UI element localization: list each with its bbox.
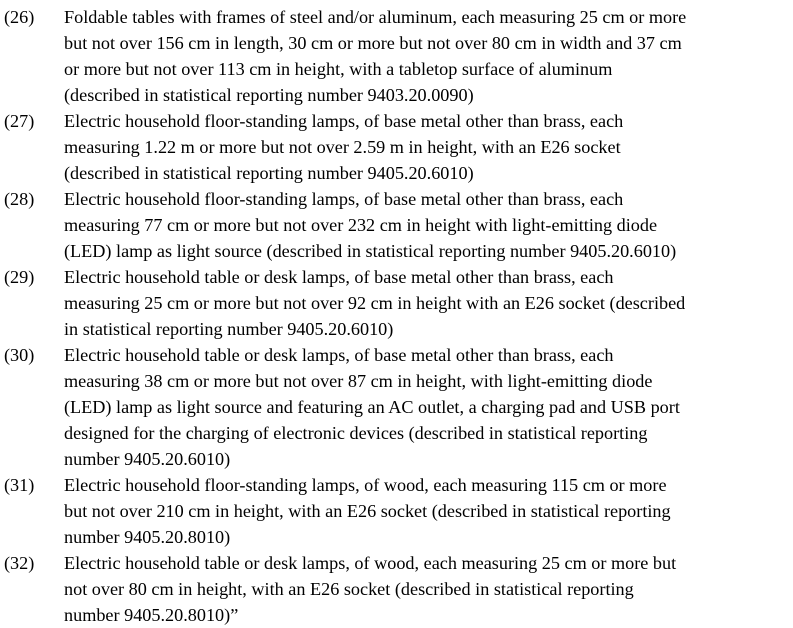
text-line: Electric household floor-standing lamps, of base metal other than brass, each (64, 189, 624, 209)
text-line: (described in statistical reporting number 9403.20.0090) (64, 85, 474, 105)
item-number: (28) (4, 189, 35, 209)
list-item-31 (4, 472, 785, 550)
text-line: measuring 1.22 m or more but not over 2.59 m in height, with an E26 socket (64, 137, 621, 157)
text-line: measuring 25 cm or more but not over 92 cm in height with an E26 socket (described (64, 293, 686, 313)
text-line: or more but not over 113 cm in height, with a tabletop surface of aluminum (64, 59, 613, 79)
text-line: not over 80 cm in height, with an E26 socket (described in statistical reporting (64, 579, 634, 599)
list-item-27 (4, 108, 785, 186)
text-line: (described in statistical reporting number 9405.20.6010) (64, 163, 474, 183)
item-text (64, 186, 785, 264)
text-line: measuring 77 cm or more but not over 232 cm in height with light-emitting diode (64, 215, 658, 235)
item-number: (26) (4, 7, 35, 27)
item-number: (29) (4, 267, 35, 287)
list-item-30 (4, 342, 785, 472)
list-item-26 (4, 4, 785, 108)
item-number: (30) (4, 345, 35, 365)
text-line: number 9405.20.6010) (64, 449, 231, 469)
item-text (64, 550, 785, 628)
text-line: measuring 38 cm or more but not over 87 cm in height, with light-emitting diode (64, 371, 653, 391)
text-line: Electric household table or desk lamps, of wood, each measuring 25 cm or more but (64, 553, 677, 573)
text-line: Electric household floor-standing lamps, of wood, each measuring 115 cm or more (64, 475, 667, 495)
item-text (64, 264, 785, 342)
item-text (64, 342, 785, 472)
list-item-29 (4, 264, 785, 342)
text-line: Electric household table or desk lamps, of base metal other than brass, each (64, 267, 614, 287)
list-item-32 (4, 550, 785, 628)
item-text (64, 108, 785, 186)
text-line: designed for the charging of electronic devices (described in statistical reporting (64, 423, 648, 443)
text-line: (LED) lamp as light source (described in statistical reporting number 9405.20.6010) (64, 241, 677, 261)
text-line: number 9405.20.8010) (64, 527, 231, 547)
item-text (64, 4, 785, 108)
item-number: (27) (4, 111, 35, 131)
text-line: Foldable tables with frames of steel and/or aluminum, each measuring 25 cm or more (64, 7, 687, 27)
text-line: Electric household table or desk lamps, of base metal other than brass, each (64, 345, 614, 365)
text-line: in statistical reporting number 9405.20.6010) (64, 319, 394, 339)
item-number: (31) (4, 475, 35, 495)
text-line: but not over 210 cm in height, with an E26 socket (described in statistical reporting (64, 501, 671, 521)
list-item-28 (4, 186, 785, 264)
item-text (64, 472, 785, 550)
text-line: but not over 156 cm in length, 30 cm or more but not over 80 cm in width and 37 cm (64, 33, 682, 53)
text-line: Electric household floor-standing lamps, of base metal other than brass, each (64, 111, 624, 131)
text-line: number 9405.20.8010)” (64, 605, 239, 625)
text-line: (LED) lamp as light source and featuring an AC outlet, a charging pad and USB port (64, 397, 680, 417)
item-number: (32) (4, 553, 35, 573)
